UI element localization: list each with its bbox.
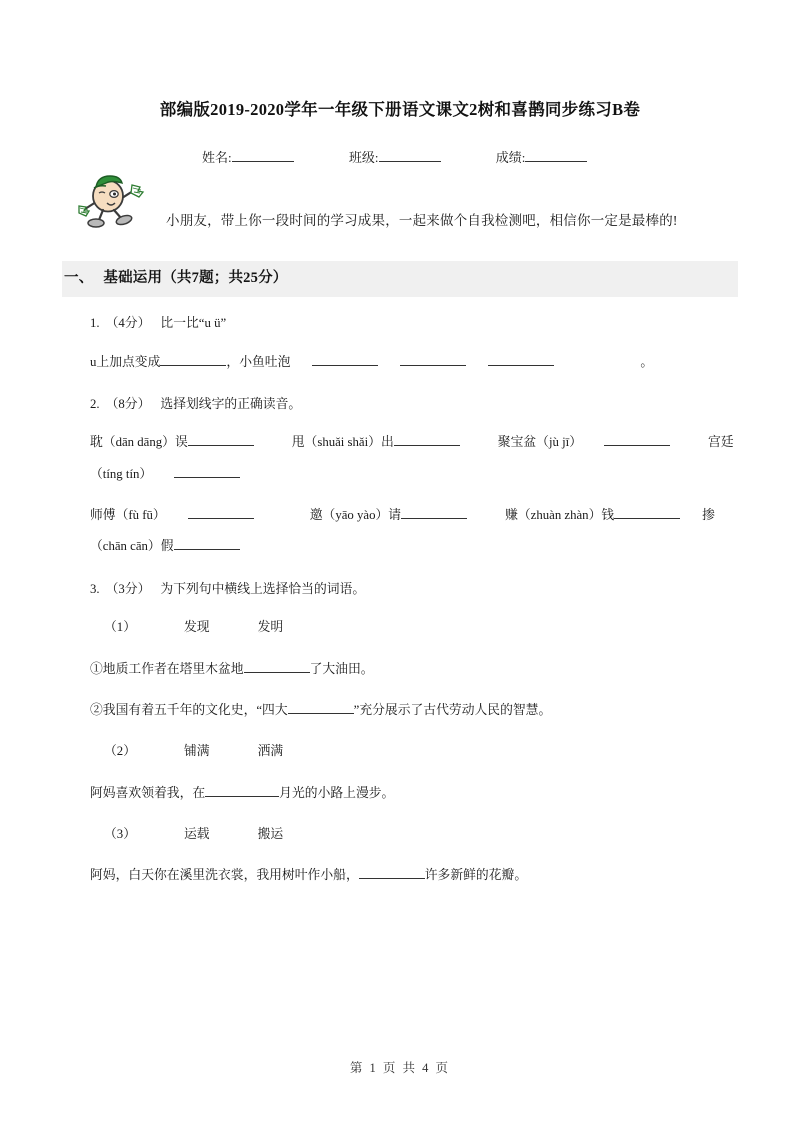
name-blank[interactable] <box>232 149 294 162</box>
question-3-stem <box>62 577 738 603</box>
pinyin-options: jù jī <box>548 435 570 450</box>
pinyin-word-pre: 宫廷（ <box>90 435 734 481</box>
question-1-number: 1. <box>90 315 100 330</box>
answer-blank[interactable] <box>401 506 467 519</box>
option-a[interactable]: 发现 <box>184 620 210 635</box>
question-3-text: 为下列句中横线上选择恰当的词语。 <box>160 581 366 596</box>
pinyin-word-pre: 耽（ <box>90 435 116 450</box>
intro-paragraph: 小朋友，带上你一段时间的学习成果，一起来做个自我检测吧，相信你一定是最棒的! <box>166 213 678 229</box>
pinyin-options: dān dāng <box>115 435 163 450</box>
identity-row <box>62 147 738 166</box>
answer-blank[interactable] <box>174 465 240 478</box>
answer-blank[interactable] <box>174 537 240 550</box>
class-label: 班级: <box>348 150 379 166</box>
question-3-sub-1-sentence-2 <box>62 695 738 726</box>
question-2-stem <box>62 392 738 418</box>
sentence-post: 了大油田。 <box>309 661 374 676</box>
pinyin-item <box>310 508 401 522</box>
answer-blank[interactable] <box>394 433 460 446</box>
answer-blank[interactable] <box>614 506 680 519</box>
section-title: 基础运用 <box>103 270 163 287</box>
pinyin-options: chān cān <box>102 539 148 554</box>
option-b[interactable]: 洒满 <box>257 744 284 759</box>
answer-blank[interactable] <box>312 352 378 365</box>
sentence-pre: 阿妈喜欢领着我，在 <box>90 785 206 800</box>
question-3 <box>62 577 738 892</box>
sub-label: （3） <box>104 827 136 842</box>
question-2-row-1 <box>62 427 738 490</box>
score-blank[interactable] <box>525 149 587 162</box>
pinyin-options: tíng tín <box>102 466 140 481</box>
option-b[interactable]: 搬运 <box>257 827 284 842</box>
pinyin-word-pre: 聚宝盆（ <box>497 435 549 450</box>
answer-blank[interactable] <box>488 352 554 365</box>
pinyin-word-pre: 邀（ <box>309 508 336 523</box>
pinyin-word-post: ）假 <box>147 539 174 554</box>
section-header-1 <box>62 261 738 297</box>
pinyin-word-post: ）误 <box>162 435 188 450</box>
sub-label: （2） <box>104 744 136 759</box>
pinyin-word-post: ） <box>569 435 583 450</box>
answer-blank[interactable] <box>188 506 254 519</box>
answer-blank[interactable] <box>244 660 310 673</box>
pinyin-word-pre: 甩（ <box>291 435 318 450</box>
pinyin-item <box>292 435 394 449</box>
question-2-row-2 <box>62 500 738 563</box>
pinyin-options: yāo yào <box>335 508 376 523</box>
question-2 <box>62 392 738 563</box>
answer-blank[interactable] <box>604 433 670 446</box>
score-field[interactable] <box>496 147 588 166</box>
document-body <box>62 0 738 892</box>
sentence-post: ”充分展示了古代劳动人民的智慧。 <box>353 703 552 718</box>
score-label: 成绩: <box>495 150 526 166</box>
answer-blank[interactable] <box>205 784 279 797</box>
pinyin-word-post: ）请 <box>375 508 402 523</box>
question-3-sub-2-options <box>62 736 738 767</box>
answer-blank[interactable] <box>160 352 226 365</box>
question-3-sub-2-sentence-1 <box>62 778 738 809</box>
pinyin-word-post: ）钱 <box>588 508 615 523</box>
class-blank[interactable] <box>379 149 441 162</box>
question-1-score: （4分） <box>105 315 151 330</box>
pinyin-item <box>90 435 188 449</box>
pinyin-options: fù fū <box>128 508 153 523</box>
answer-blank[interactable] <box>188 433 254 446</box>
class-field[interactable] <box>349 147 441 166</box>
question-1-body <box>62 347 738 378</box>
pinyin-word-pre: 师傅（ <box>90 508 129 523</box>
pinyin-item <box>498 435 582 449</box>
question-3-sub-3-sentence-1 <box>62 860 738 891</box>
pinyin-item <box>505 508 614 522</box>
pinyin-item <box>90 508 166 522</box>
question-3-sub-3-options <box>62 819 738 850</box>
question-2-text: 选择划线字的正确读音。 <box>160 396 302 411</box>
name-field[interactable] <box>202 147 294 166</box>
question-1-text: 比一比“u ü” <box>160 315 227 330</box>
answer-blank[interactable] <box>400 352 466 365</box>
pinyin-options: shuǎi shǎi <box>317 435 369 450</box>
question-1 <box>62 311 738 378</box>
name-label: 姓名: <box>202 150 232 166</box>
option-a[interactable]: 铺满 <box>184 744 210 759</box>
pinyin-options: zhuàn zhàn <box>530 508 589 523</box>
question-1-body-mid: ，小鱼吐泡 <box>226 354 291 369</box>
sentence-pre: ②我国有着五千年的文化史，“四大 <box>90 703 288 718</box>
question-3-sub-1-options <box>62 612 738 643</box>
pinyin-word-post: ）出 <box>368 435 394 450</box>
section-meta: （共7题；共25分） <box>162 270 288 287</box>
answer-blank[interactable] <box>359 866 425 879</box>
pinyin-word-pre: 掺（ <box>90 508 715 554</box>
question-1-body-pre: u上加点变成 <box>90 354 161 369</box>
question-3-number: 3. <box>90 581 100 596</box>
question-3-sub-1-sentence-1 <box>62 654 738 685</box>
page-title: 部编版2019-2020学年一年级下册语文课文2树和喜鹊同步练习B卷 <box>159 100 641 119</box>
pinyin-word-post: ） <box>152 508 166 523</box>
page-footer: 第 1 页 共 4 页 <box>349 1061 451 1075</box>
pinyin-word-post: ） <box>139 466 153 481</box>
question-1-body-end: 。 <box>640 354 654 369</box>
answer-blank[interactable] <box>288 701 354 714</box>
question-3-score: （3分） <box>105 581 151 596</box>
sentence-post: 月光的小路上漫步。 <box>279 785 395 800</box>
sentence-post: 许多新鲜的花瓣。 <box>424 868 528 883</box>
question-2-score: （8分） <box>105 396 151 411</box>
sentence-pre: 阿妈，白天你在溪里洗衣裳，我用树叶作小船， <box>90 868 359 883</box>
section-number: 一、 <box>64 270 94 287</box>
pinyin-word-pre: 赚（ <box>505 508 531 523</box>
option-a[interactable]: 运载 <box>184 827 210 842</box>
option-b[interactable]: 发明 <box>257 620 284 635</box>
question-2-number: 2. <box>90 396 100 411</box>
question-1-stem <box>62 311 738 337</box>
sub-label: （1） <box>104 620 136 635</box>
sentence-pre: ①地质工作者在塔里木盆地 <box>90 661 244 676</box>
